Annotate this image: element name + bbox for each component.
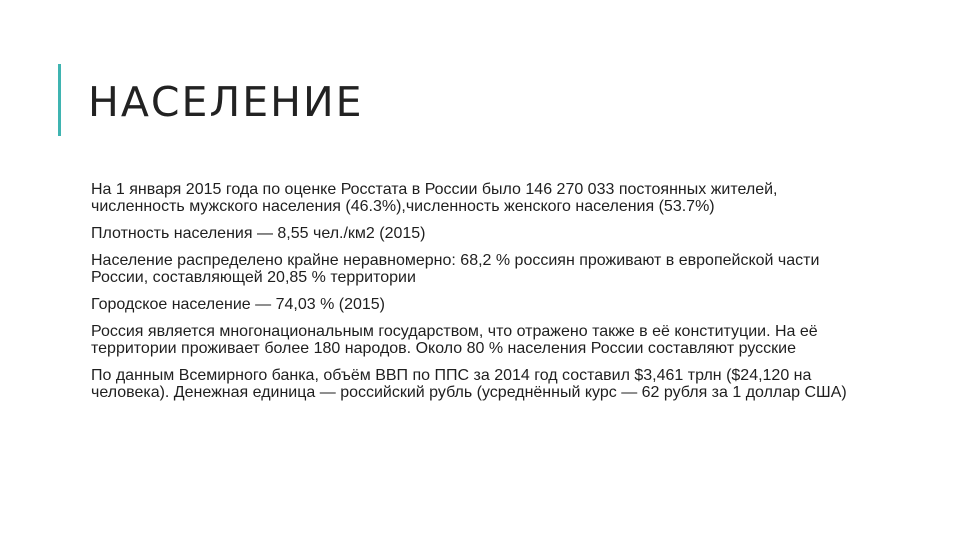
paragraph-ethnic-composition: Россия является многонациональным государством, что отражено также в её конституции. На её территории проживает более 180 народов. Около 80 % населения России составляют русские [91, 323, 818, 357]
slide-body [91, 181, 851, 411]
paragraph-population-density: Плотность населения — 8,55 чел./км2 (2015) [91, 225, 426, 242]
paragraph-population-count: На 1 января 2015 года по оценке Росстата в России было 146 270 033 постоянных жителей, численность мужского населения (46.3%),численность женского населения (53.7%) [91, 181, 778, 215]
paragraph-population-distribution: Население распределено крайне неравномерно: 68,2 % россиян проживают в европейской части России, составляющей 20,85 % территории [91, 252, 820, 286]
title-accent-bar [58, 64, 61, 136]
paragraph-gdp-currency: По данным Всемирного банка, объём ВВП по ППС за 2014 год составил $3,461 трлн ($24,120 на человека). Денежная единица — российский рубль (усреднённый курс — 62 рубля за 1 доллар США) [91, 367, 847, 401]
paragraph-urban-population: Городское население — 74,03 % (2015) [91, 296, 385, 313]
slide-title: НАСЕЛЕНИЕ [88, 78, 364, 126]
